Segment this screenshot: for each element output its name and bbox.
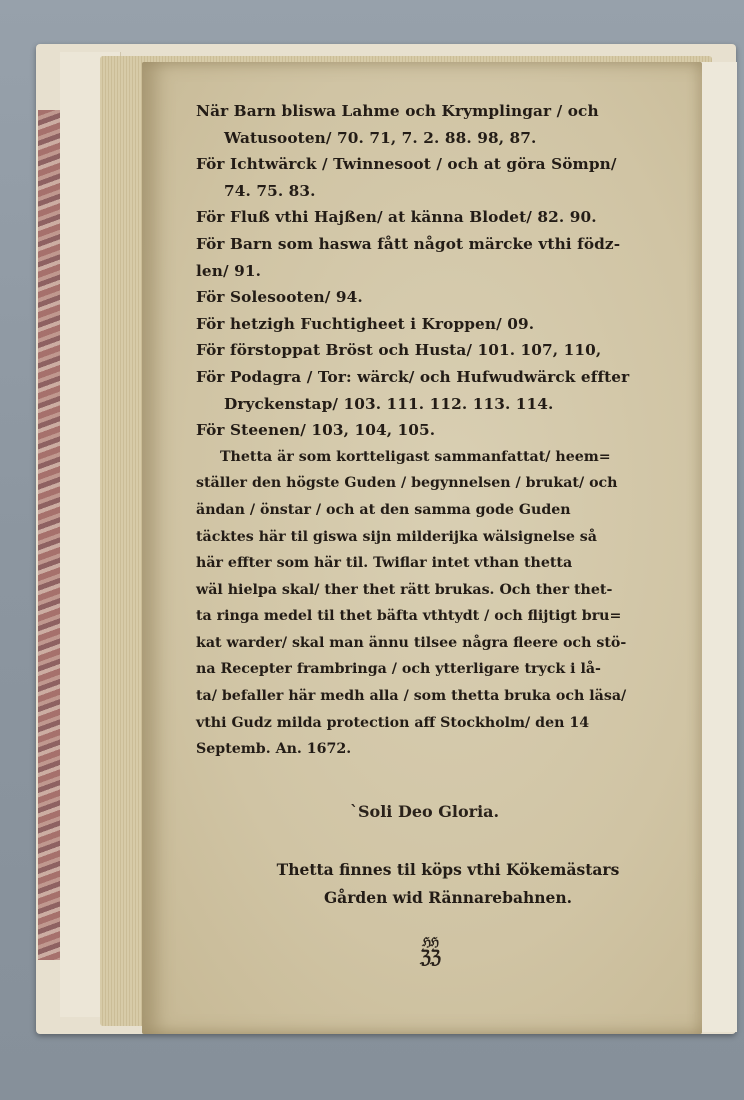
text-line: kat warder/ skal man ännu tilsee några fleere och stö- (196, 634, 627, 651)
text-line: na Recepter frambringa / och ytterligare tryck i lå- (196, 661, 601, 678)
text-line: För Fluß vthi Hajßen/ at känna Blodet/ 82. 90. (196, 208, 597, 227)
text-line: För Ichtwärck / Twinnesoot / och at göra Sömpn/ (196, 155, 617, 174)
text-line: Watusooten/ 70. 71, 7. 2. 88. 98, 87. (224, 128, 537, 147)
text-line: ta/ befaller här medh alla / som thetta bruka och läsa/ (196, 688, 627, 705)
colophon (238, 856, 658, 912)
ornament-bottom: ℨℨ (419, 947, 441, 968)
text-line: wäl hielpa skal/ ther thet rätt brukas. Och ther thet- (196, 581, 613, 598)
text-line: vthi Gudz milda protection aff Stockholm/ den 14 (196, 714, 590, 731)
right-page-edge (700, 62, 737, 1032)
text-line: ta ringa medel til thet bäfta vthtydt / och flijtigt bru= (196, 608, 622, 625)
text-line: täcktes här til giswa sijn milderijka wälsignelse så (196, 528, 597, 545)
page-text (196, 98, 686, 763)
text-line: För förstoppat Bröst och Husta/ 101. 107, 110, (196, 341, 602, 360)
text-line: För Podagra / Tor: wärck/ och Hufwudwärck effter (196, 367, 630, 386)
text-line: För Barn som haswa fått något märcke vthi födz- (196, 234, 621, 253)
text-line: Dryckenstap/ 103. 111. 112. 113. 114. (224, 394, 554, 413)
text-line: Septemb. An. 1672. (196, 741, 352, 758)
text-line: ändan / önstar / och at den samma gode Guden (196, 501, 571, 518)
text-line: För Steenen/ 103, 104, 105. (196, 421, 436, 440)
text-line: här effter som här til. Twiflar intet vthan thetta (196, 555, 573, 572)
printers-ornament (410, 935, 450, 967)
text-line: För hetzigh Fuchtigheet i Kroppen/ 09. (196, 314, 535, 333)
text-line: När Barn bliswa Lahme och Krymplingar / och (196, 102, 599, 120)
ornament-top: ℌℌ (421, 935, 439, 949)
colophon-line: Thetta finnes til köps vthi Kökemästars (276, 860, 620, 879)
text-line: Thetta är som kortteligast sammanfattat/ heem= (220, 448, 611, 465)
text-line: len/ 91. (196, 261, 261, 280)
text-line: ställer den högste Guden / begynnelsen / brukat/ och (196, 475, 618, 492)
text-line: 74. 75. 83. (224, 181, 316, 200)
colophon-line: Gården wid Rännarebahnen. (323, 888, 573, 907)
text-line: För Solesooten/ 94. (196, 288, 363, 307)
motto: `Soli Deo Gloria. (350, 802, 500, 821)
